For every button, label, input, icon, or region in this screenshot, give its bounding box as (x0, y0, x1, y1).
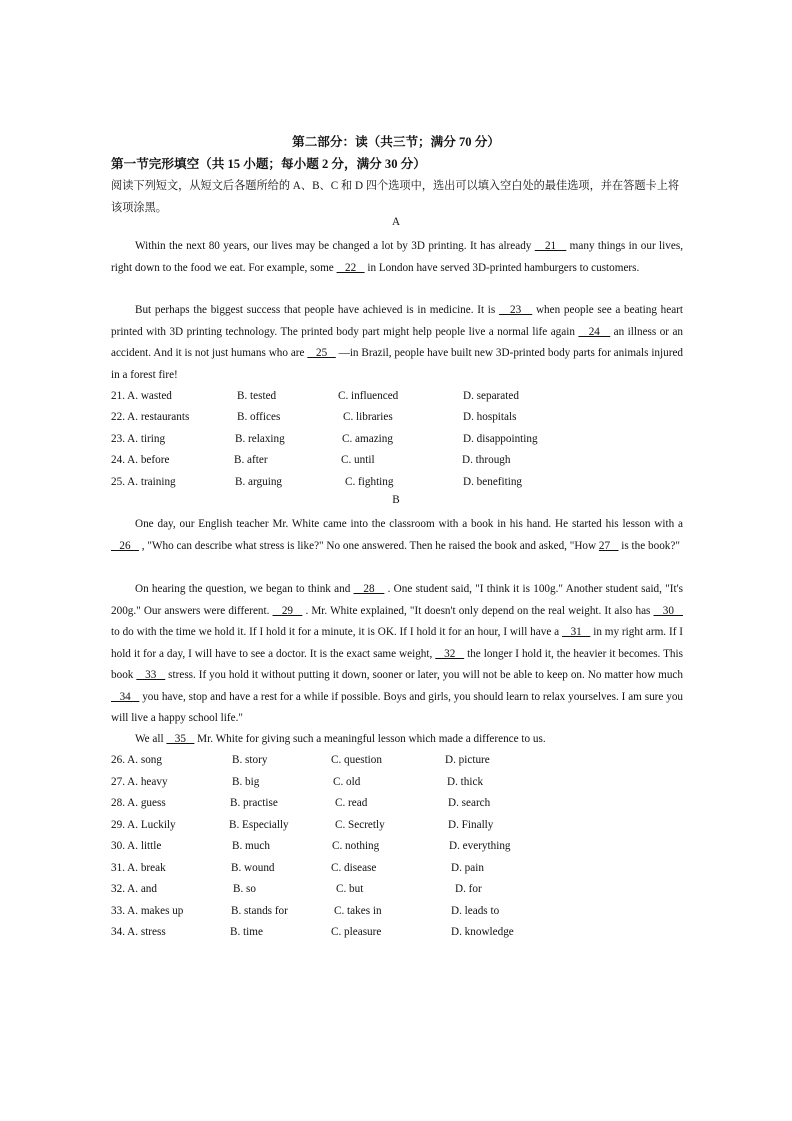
question-21 (111, 386, 671, 408)
section-title: 第一节完形填空（共 15 小题；每小题 2 分，满分 30 分） (111, 157, 426, 171)
option-d[interactable]: D. hospitals (463, 411, 517, 423)
question-32 (111, 879, 671, 901)
option-a[interactable]: 31. A. break (111, 862, 166, 874)
option-a[interactable]: 27. A. heavy (111, 776, 168, 788)
blank-35: 35 (166, 733, 195, 745)
option-b[interactable]: B. story (232, 754, 268, 766)
option-c[interactable]: C. disease (331, 862, 377, 874)
option-d[interactable]: D. pain (451, 862, 484, 874)
option-d[interactable]: D. for (455, 883, 482, 895)
option-a[interactable]: 21. A. wasted (111, 390, 172, 402)
option-a[interactable]: 32. A. and (111, 883, 157, 895)
blank-23: 23 (498, 304, 533, 316)
blank-28: 28 (353, 583, 385, 595)
question-31 (111, 858, 671, 880)
passage-b-paragraph-2: On hearing the question, we began to think and 28 . One student said, "I think it is 100g." Another student said, "It's 200g." Our answers were different. 29 . Mr. White explained, "It doesn't only depend on the real weight. It also has 30 to do with the time we hold it. If I hold it for a minute, it is OK. If I hold it for an hour, I will have a 31 in my right arm. If I hold it for a day, I will have to see a doctor. It is the exact same weight, 32 the longer I hold it, the heavier it becomes. This book 33 stress. If you hold it without putting it down, sooner or later, you will not be able to keep on. No matter how much 34 you have, stop and have a rest for a while if possible. Boys and girls, you should learn to relax yourselves. I am sure you will live a happy school life." (111, 583, 684, 724)
option-c[interactable]: C. fighting (345, 476, 394, 488)
option-d[interactable]: D. leads to (451, 905, 500, 917)
option-a[interactable]: 22. A. restaurants (111, 411, 190, 423)
option-a[interactable]: 34. A. stress (111, 926, 166, 938)
option-d[interactable]: D. picture (445, 754, 490, 766)
option-d[interactable]: D. search (448, 797, 491, 809)
question-28 (111, 793, 671, 815)
option-c[interactable]: C. but (336, 883, 364, 895)
passage-a-paragraph-2: But perhaps the biggest success that people have achieved is in medicine. It is 23 when people see a beating heart printed with 3D printing technology. The printed body part might help people live a normal life again 24 an illness or an accident. And it is not just humans who are 25 —in Brazil, people have built new 3D-printed body parts for animals injured in a forest fire! (111, 304, 684, 381)
blank-29: 29 (272, 604, 303, 617)
option-c[interactable]: C. question (331, 754, 382, 766)
option-b[interactable]: B. wound (231, 862, 275, 874)
option-b[interactable]: B. stands for (231, 905, 288, 917)
blank-27: 27 (598, 539, 619, 552)
option-b[interactable]: B. relaxing (235, 433, 285, 445)
blank-33: 33 (136, 669, 166, 681)
option-d[interactable]: D. benefiting (463, 476, 523, 488)
blank-24: 24 (578, 325, 611, 338)
blank-31: 31 (561, 626, 591, 638)
blank-30: 30 (653, 604, 683, 617)
part-title: 第二部分：读（共三节；满分 70 分） (292, 135, 500, 149)
option-a[interactable]: 23. A. tiring (111, 433, 166, 445)
question-25 (111, 472, 671, 494)
question-24 (111, 450, 671, 472)
question-29 (111, 815, 671, 837)
option-c[interactable]: C. libraries (343, 411, 393, 423)
passage-b-paragraph-1: One day, our English teacher Mr. White came into the classroom with a book in his hand. He started his lesson with a 26 , "Who can describe what stress is like?" No one answered. Then he raised the book and asked, "How 27 is the book?" (111, 518, 683, 552)
blank-26: 26 (111, 539, 139, 552)
blank-22: 22 (336, 261, 365, 274)
option-c[interactable]: C. pleasure (331, 926, 382, 938)
instructions: 阅读下列短文，从短文后各题所给的 A、B、C 和 D 四个选项中，选出可以填入空白处的最佳选项，并在答题卡上将该项涂黑。 (111, 180, 680, 214)
option-d[interactable]: D. knowledge (451, 926, 514, 938)
option-a[interactable]: 28. A. guess (111, 797, 166, 809)
option-c[interactable]: C. influenced (338, 390, 399, 402)
passage-a-paragraph-1: Within the next 80 years, our lives may be changed a lot by 3D printing. It has already 21 many things in our lives, right down to the food we eat. For example, some 22 in London have served 3D-printed hamburgers to customers. (111, 240, 683, 274)
blank-21: 21 (534, 240, 567, 252)
question-23 (111, 429, 671, 451)
question-27 (111, 772, 671, 794)
option-a[interactable]: 24. A. before (111, 454, 170, 466)
option-b[interactable]: B. after (234, 454, 268, 466)
option-c[interactable]: C. read (335, 797, 368, 809)
option-a[interactable]: 26. A. song (111, 754, 162, 766)
option-d[interactable]: D. through (462, 454, 511, 466)
passage-a-label: A (391, 216, 401, 228)
option-a[interactable]: 30. A. little (111, 840, 162, 852)
option-c[interactable]: C. old (333, 776, 361, 788)
option-c[interactable]: C. amazing (342, 433, 393, 445)
blank-32: 32 (435, 647, 465, 660)
option-b[interactable]: B. tested (237, 390, 277, 402)
option-b[interactable]: B. much (232, 840, 270, 852)
option-b[interactable]: B. offices (237, 411, 281, 423)
option-b[interactable]: B. big (232, 776, 260, 788)
option-a[interactable]: 25. A. training (111, 476, 176, 488)
option-b[interactable]: B. so (233, 883, 257, 895)
passage-b-label: B (392, 494, 400, 506)
option-d[interactable]: D. separated (463, 390, 519, 402)
option-b[interactable]: B. arguing (235, 476, 283, 488)
question-26 (111, 750, 671, 772)
blank-25: 25 (307, 347, 336, 359)
option-c[interactable]: C. until (341, 454, 375, 466)
passage-b-paragraph-3: We all 35 Mr. White for giving such a meaningful lesson which made a difference to us. (135, 733, 546, 745)
option-d[interactable]: D. thick (447, 776, 484, 788)
option-a[interactable]: 29. A. Luckily (111, 819, 176, 831)
question-33 (111, 901, 671, 923)
option-c[interactable]: C. nothing (332, 840, 380, 852)
option-b[interactable]: B. Especially (229, 819, 289, 831)
option-d[interactable]: D. everything (449, 840, 511, 852)
option-a[interactable]: 33. A. makes up (111, 905, 184, 917)
question-30 (111, 836, 671, 858)
option-d[interactable]: D. Finally (448, 819, 494, 831)
option-c[interactable]: C. takes in (334, 905, 382, 917)
option-b[interactable]: B. time (230, 926, 263, 938)
blank-34: 34 (111, 690, 140, 703)
option-d[interactable]: D. disappointing (463, 433, 538, 445)
option-b[interactable]: B. practise (230, 797, 278, 809)
question-34 (111, 922, 671, 944)
option-c[interactable]: C. Secretly (335, 819, 385, 831)
question-22 (111, 407, 671, 429)
